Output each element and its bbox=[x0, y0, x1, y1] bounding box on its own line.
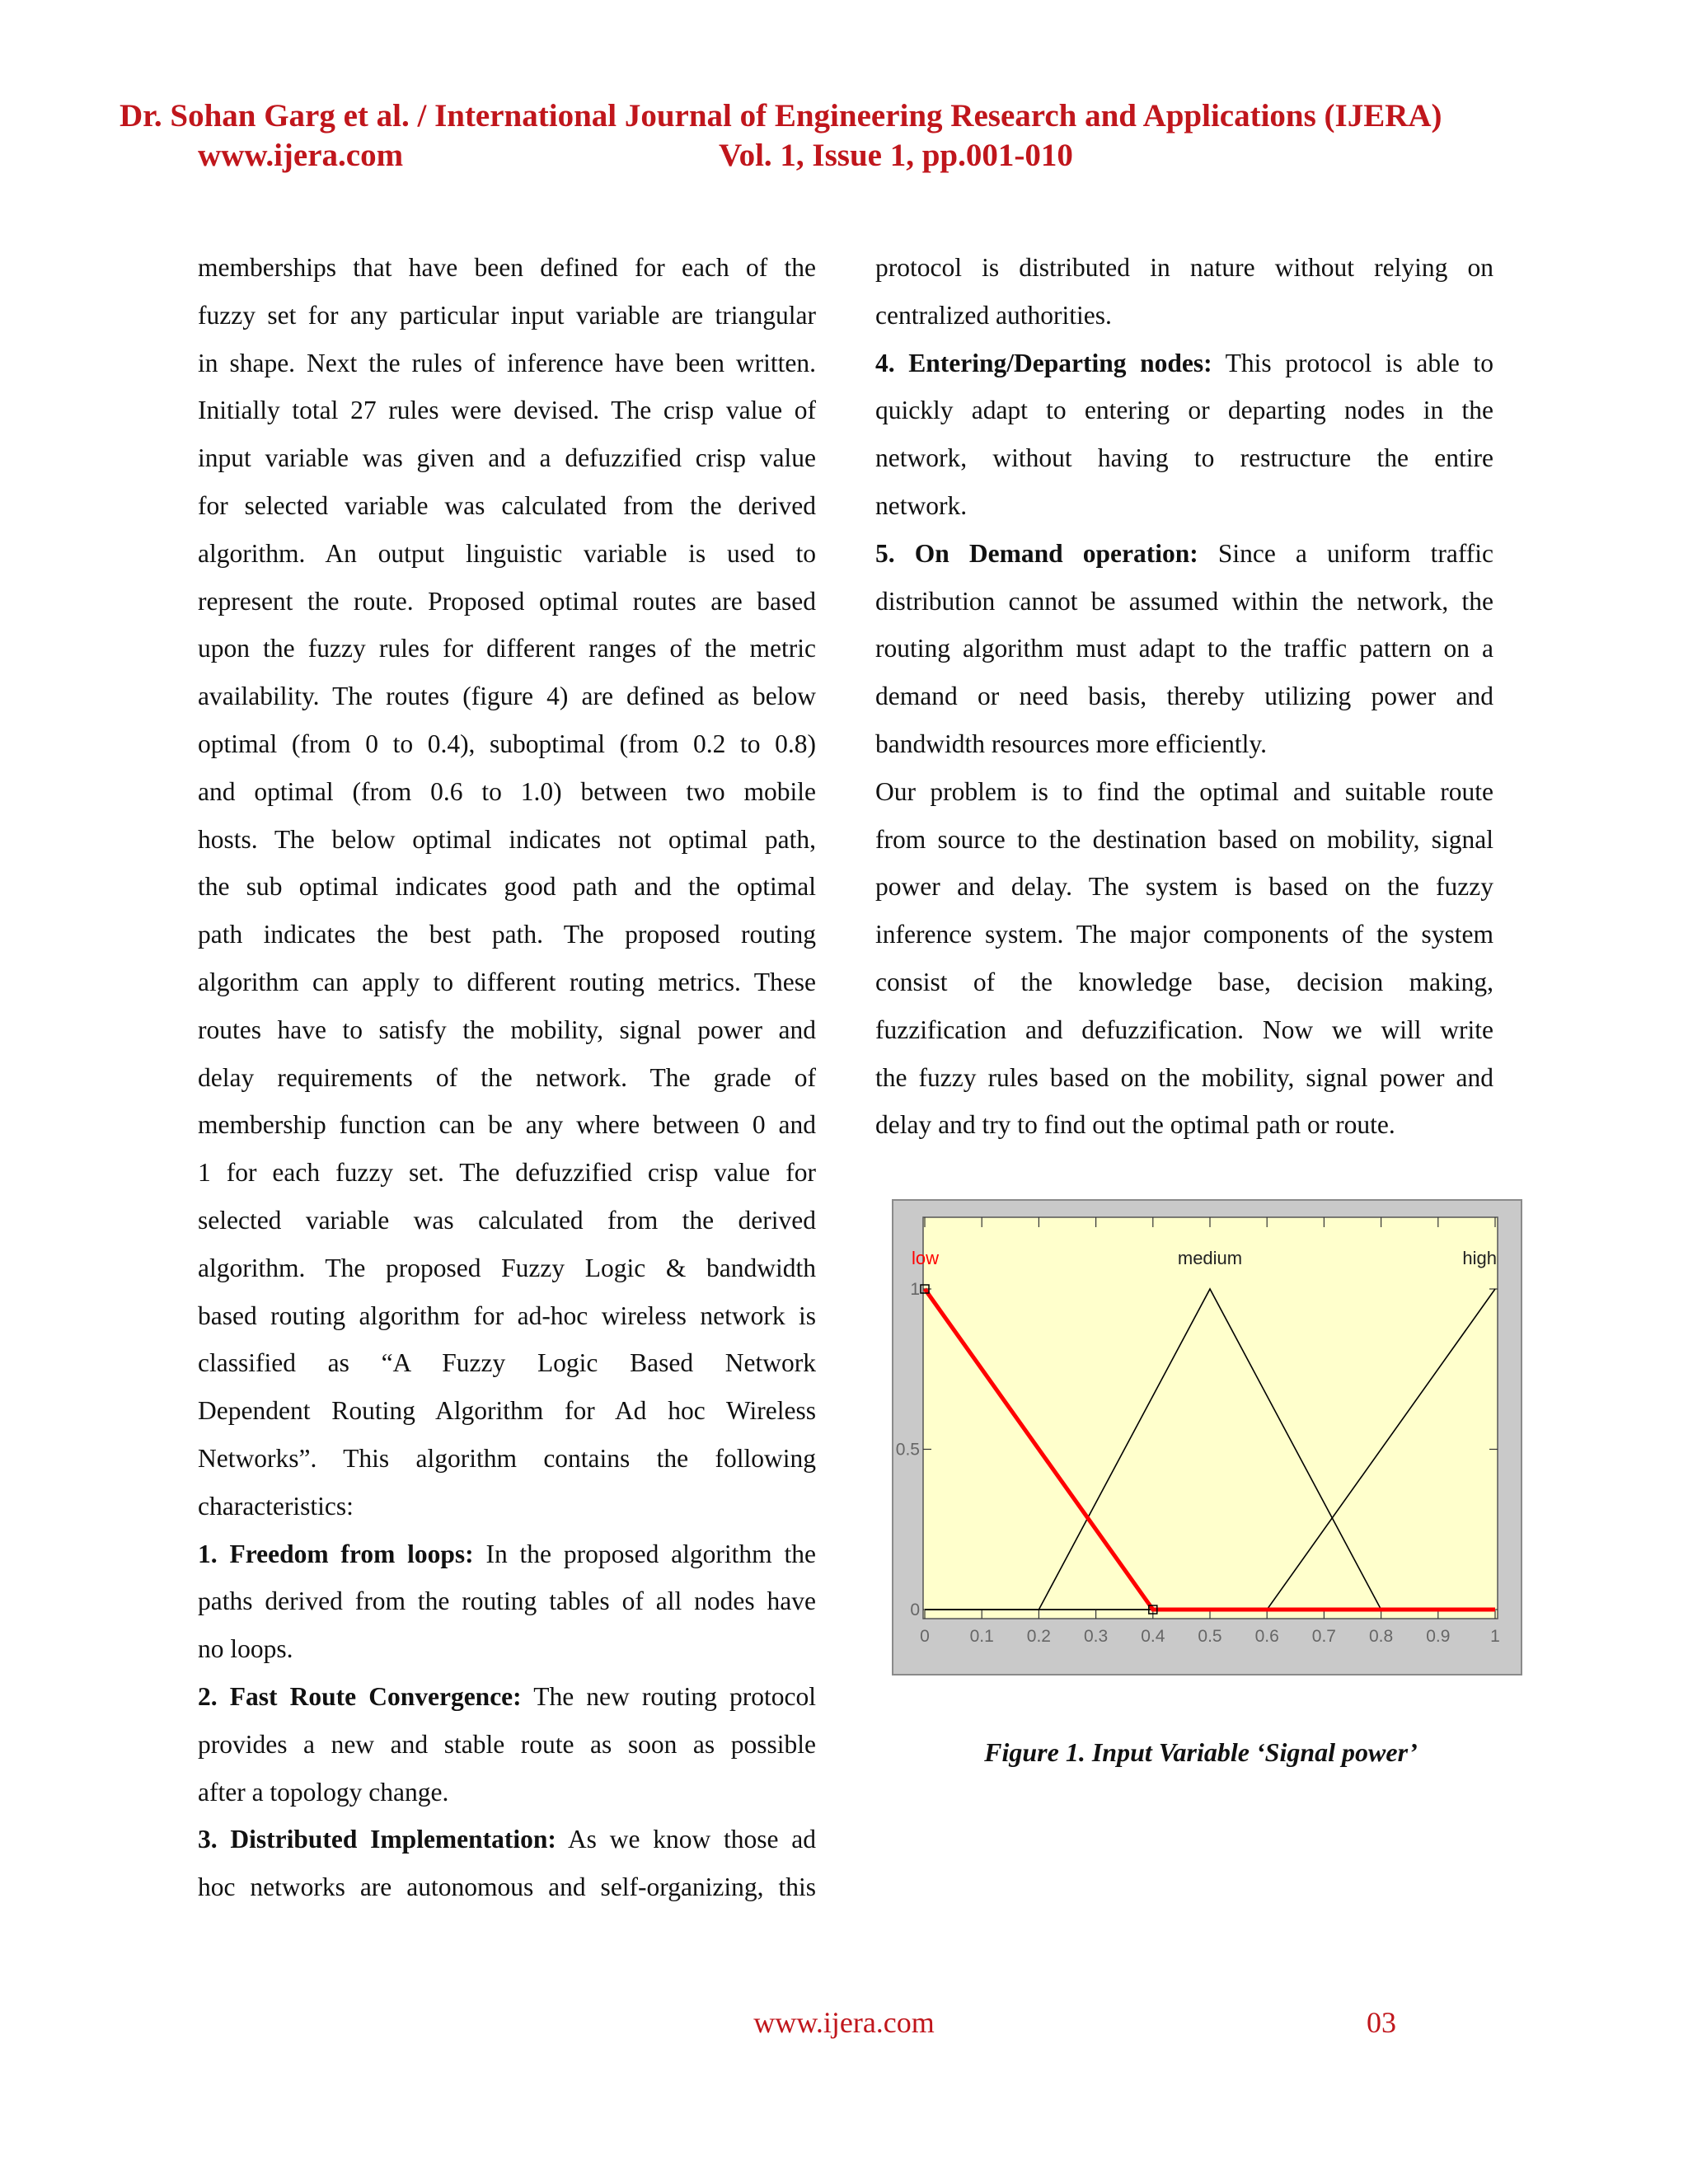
text-line bbox=[198, 1101, 816, 1149]
text-run: in shape. Next the rules of inference have been written. bbox=[198, 348, 816, 377]
left-column bbox=[198, 244, 816, 1911]
text-run: optimal (from 0 to 0.4), suboptimal (from 0.2 to 0.8) bbox=[198, 729, 816, 758]
page-number: 03 bbox=[1367, 2006, 1396, 2039]
x-tick-label: 0.6 bbox=[1254, 1627, 1279, 1646]
text-line bbox=[198, 244, 816, 292]
text-line bbox=[198, 1769, 816, 1816]
text-line bbox=[198, 1006, 816, 1054]
text-run: algorithm can apply to different routing metrics. These bbox=[198, 967, 816, 996]
right-column bbox=[875, 244, 1493, 1149]
text-run: delay requirements of the network. The grade of bbox=[198, 1062, 816, 1092]
text-run: Dependent Routing Algorithm for Ad hoc Wireless bbox=[198, 1396, 816, 1426]
text-line bbox=[198, 1387, 816, 1435]
text-line bbox=[875, 387, 1493, 434]
text-line bbox=[198, 1863, 816, 1911]
x-tick-label: 0.3 bbox=[1083, 1627, 1109, 1646]
text-run: Networks”. This algorithm contains the following bbox=[198, 1443, 816, 1473]
text-line bbox=[198, 1673, 816, 1721]
text-run: inference system. The major components of the system bbox=[875, 920, 1493, 949]
text-run: In the proposed algorithm the bbox=[473, 1539, 816, 1568]
text-run: membership function can be any where between 0 and bbox=[198, 1110, 816, 1140]
text-line bbox=[198, 340, 816, 387]
text-line bbox=[875, 673, 1493, 720]
text-run: protocol is distributed in nature without relying on bbox=[875, 253, 1493, 282]
series-label-high: high bbox=[1462, 1248, 1497, 1268]
text-run: algorithm. An output linguistic variable is used to bbox=[198, 538, 816, 568]
text-run: the sub optimal indicates good path and the optimal bbox=[198, 872, 816, 902]
text-line bbox=[875, 768, 1493, 816]
x-tick-label: 0.8 bbox=[1368, 1627, 1394, 1646]
text-run: provides a new and stable route as soon as possible bbox=[198, 1729, 816, 1759]
text-run: for selected variable was calculated from the derived bbox=[198, 490, 816, 520]
figure-caption: Figure 1. Input Variable ‘Signal power’ bbox=[984, 1737, 1418, 1767]
text-run: As we know those ad bbox=[556, 1825, 816, 1854]
text-line bbox=[198, 1530, 816, 1578]
text-run: This protocol is able to bbox=[1212, 348, 1493, 377]
text-line bbox=[198, 1483, 816, 1530]
text-run: routing algorithm must adapt to the traffic pattern on a bbox=[875, 634, 1493, 663]
y-tick-label: 1 bbox=[910, 1280, 920, 1299]
text-line bbox=[198, 1816, 816, 1863]
text-line bbox=[875, 863, 1493, 911]
text-line bbox=[198, 530, 816, 578]
text-line bbox=[198, 863, 816, 911]
x-tick-label: 0.2 bbox=[1026, 1627, 1052, 1646]
footer-website: www.ijera.com bbox=[753, 2006, 935, 2039]
text-line bbox=[198, 292, 816, 340]
text-line bbox=[198, 1054, 816, 1102]
text-line bbox=[198, 1721, 816, 1769]
text-run: and optimal (from 0.6 to 1.0) between two mobile bbox=[198, 776, 816, 806]
text-run: Since a uniform traffic bbox=[1198, 538, 1493, 568]
x-tick-label: 1 bbox=[1490, 1627, 1500, 1646]
text-run: consist of the knowledge base, decision making, bbox=[875, 967, 1493, 996]
text-line bbox=[198, 387, 816, 434]
bold-run: 2. Fast Route Convergence: bbox=[198, 1681, 522, 1711]
text-run: The new routing protocol bbox=[521, 1681, 816, 1711]
text-line bbox=[875, 720, 1493, 768]
text-run: 1 for each fuzzy set. The defuzzified crisp value for bbox=[198, 1158, 816, 1188]
text-line bbox=[875, 625, 1493, 673]
text-line bbox=[198, 1435, 816, 1483]
text-line bbox=[875, 1054, 1493, 1102]
text-line bbox=[198, 816, 816, 864]
text-run: network. bbox=[875, 490, 968, 520]
text-run: from source to the destination based on mobility, signal bbox=[875, 824, 1493, 854]
bold-run: 5. On Demand operation: bbox=[875, 538, 1198, 568]
text-run: input variable was given and a defuzzified crisp value bbox=[198, 443, 816, 473]
x-tick-label: 0.4 bbox=[1141, 1627, 1165, 1646]
text-line bbox=[875, 434, 1493, 482]
text-line bbox=[875, 911, 1493, 958]
text-run: Our problem is to find the optimal and suitable route bbox=[875, 776, 1493, 806]
plot-area bbox=[923, 1217, 1498, 1619]
text-line bbox=[875, 578, 1493, 626]
text-run: availability. The routes (figure 4) are defined as below bbox=[198, 682, 816, 711]
text-run: fuzzification and defuzzification. Now we will write bbox=[875, 1015, 1493, 1044]
text-run: based routing algorithm for ad-hoc wireless network is bbox=[198, 1301, 816, 1330]
text-line bbox=[198, 482, 816, 530]
text-run: delay and try to find out the optimal path or route. bbox=[875, 1110, 1395, 1140]
x-tick-label: 0.5 bbox=[1198, 1627, 1222, 1646]
y-tick-label: 0 bbox=[910, 1601, 920, 1619]
bold-run: 1. Freedom from loops: bbox=[198, 1539, 474, 1568]
text-run: power and delay. The system is based on the fuzzy bbox=[875, 872, 1493, 902]
header-journal-line: Dr. Sohan Garg et al. / International Journal of Engineering Research and Applications (IJERA) bbox=[120, 98, 1442, 134]
text-line bbox=[198, 1244, 816, 1292]
text-line bbox=[198, 578, 816, 626]
text-run: demand or need basis, thereby utilizing power and bbox=[875, 682, 1493, 711]
text-line bbox=[198, 1292, 816, 1340]
text-run: paths derived from the routing tables of all nodes have bbox=[198, 1586, 816, 1616]
x-tick-label: 0.1 bbox=[969, 1627, 994, 1646]
text-run: network, without having to restructure the entire bbox=[875, 443, 1493, 473]
x-tick-label: 0.7 bbox=[1311, 1627, 1337, 1646]
header-volume: Vol. 1, Issue 1, pp.001-010 bbox=[719, 138, 1073, 173]
text-line bbox=[875, 530, 1493, 578]
text-run: no loops. bbox=[198, 1634, 293, 1664]
figure-membership-plot bbox=[892, 1199, 1522, 1675]
text-line bbox=[198, 1149, 816, 1197]
series-label-low: low bbox=[912, 1248, 940, 1268]
x-tick-label: 0 bbox=[920, 1627, 930, 1646]
text-run: centralized authorities. bbox=[875, 300, 1112, 330]
text-line bbox=[198, 673, 816, 720]
text-run: after a topology change. bbox=[198, 1777, 449, 1807]
text-line bbox=[875, 1101, 1493, 1149]
text-line bbox=[198, 1339, 816, 1387]
text-run: routes have to satisfy the mobility, signal power and bbox=[198, 1015, 816, 1044]
series-label-medium: medium bbox=[1177, 1248, 1243, 1268]
text-run: quickly adapt to entering or departing nodes in the bbox=[875, 396, 1493, 425]
text-run: the fuzzy rules based on the mobility, signal power and bbox=[875, 1062, 1493, 1092]
text-line bbox=[875, 1006, 1493, 1054]
text-line bbox=[875, 482, 1493, 530]
text-run: classified as “A Fuzzy Logic Based Network bbox=[198, 1348, 816, 1378]
text-line bbox=[198, 1577, 816, 1625]
text-run: represent the route. Proposed optimal routes are based bbox=[198, 586, 816, 616]
text-run: distribution cannot be assumed within the network, the bbox=[875, 586, 1493, 616]
text-run: selected variable was calculated from the derived bbox=[198, 1205, 816, 1235]
text-line bbox=[875, 816, 1493, 864]
text-line bbox=[198, 768, 816, 816]
membership-function-chart bbox=[893, 1201, 1521, 1674]
text-run: characteristics: bbox=[198, 1491, 354, 1521]
y-tick-label: 0.5 bbox=[895, 1440, 920, 1460]
text-run: path indicates the best path. The proposed routing bbox=[198, 920, 816, 949]
text-line bbox=[198, 1197, 816, 1244]
text-line bbox=[198, 958, 816, 1006]
text-line bbox=[198, 720, 816, 768]
text-run: algorithm. The proposed Fuzzy Logic & bandwidth bbox=[198, 1253, 816, 1282]
bold-run: 3. Distributed Implementation: bbox=[198, 1825, 556, 1854]
header-website: www.ijera.com bbox=[198, 138, 404, 173]
text-run: upon the fuzzy rules for different ranges of the metric bbox=[198, 634, 816, 663]
text-line bbox=[875, 244, 1493, 292]
text-run: bandwidth resources more efficiently. bbox=[875, 729, 1267, 758]
text-line bbox=[198, 434, 816, 482]
text-run: fuzzy set for any particular input variable are triangular bbox=[198, 300, 816, 330]
text-run: hoc networks are autonomous and self-organizing, this bbox=[198, 1872, 816, 1902]
bold-run: 4. Entering/Departing nodes: bbox=[875, 348, 1212, 377]
text-line bbox=[198, 1625, 816, 1673]
text-run: Initially total 27 rules were devised. The crisp value of bbox=[198, 396, 816, 425]
x-tick-label: 0.9 bbox=[1426, 1627, 1451, 1646]
text-line bbox=[198, 911, 816, 958]
text-line bbox=[198, 625, 816, 673]
text-run: hosts. The below optimal indicates not optimal path, bbox=[198, 824, 816, 854]
text-line bbox=[875, 958, 1493, 1006]
text-run: memberships that have been defined for each of the bbox=[198, 253, 816, 282]
text-line bbox=[875, 340, 1493, 387]
text-line bbox=[875, 292, 1493, 340]
